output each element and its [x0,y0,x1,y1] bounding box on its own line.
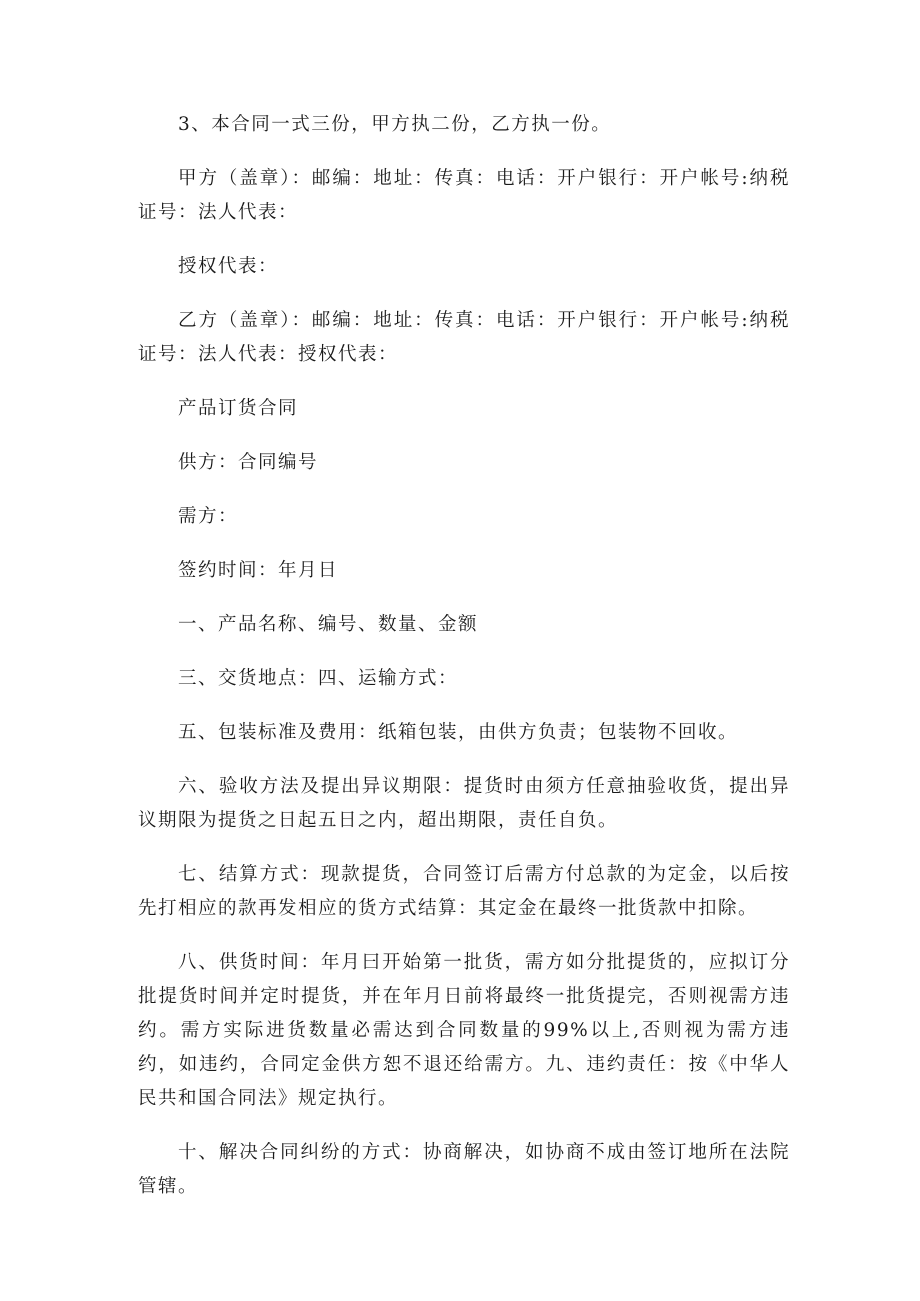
clause-10-disputes: 十、解决合同纠纷的方式：协商解决，如协商不成由签订地所在法院管辖。 [138,1142,790,1197]
party-a-authorized-rep: 授权代表： [178,256,279,277]
clause-7-settlement: 七、结算方式：现款提货，合同签订后需方付总款的为定金，以后按先打相应的款再发相应的货方式结算：其定金在最终一批货款中扣除。 [138,864,790,919]
supplier-line: 供方：合同编号 [178,452,319,473]
clause-5-packaging: 五、包装标准及费用：纸箱包装，由供方负责；包装物不回收。 [178,722,739,743]
clause-6-inspection: 六、验收方法及提出异议期限：提货时由须方任意抽验收货，提出异议期限为提货之日起五日之内，超出期限，责任自负。 [138,776,790,831]
document-body [138,108,790,1224]
party-b-info: 乙方（盖章）：邮编：地址：传真：电话：开户银行：开户帐号:纳税证号：法人代表：授权代表： [138,310,790,365]
party-a-info: 甲方（盖章）：邮编：地址：传真：电话：开户银行：开户帐号:纳税证号：法人代表： [138,168,790,223]
clause-1-product: 一、产品名称、编号、数量、金额 [178,614,479,635]
buyer-line: 需方： [178,506,239,527]
contract-title: 产品订货合同 [178,398,299,419]
clause-8-9-supply-breach: 八、供货时间：年月曰开始第一批货，需方如分批提货的，应拟订分批提货时间并定时提货，并在年月日前将最终一批货提完，否则视需方违约。需方实际进货数量必需达到合同数量的99%以上,否则视为需方违约，如违约，合同定金供方恕不退还给需方。九、违约责任：按《中华人民共和国合同法》规定执行。 [138,952,790,1109]
clause-3-4-delivery: 三、交货地点：四、运输方式： [178,668,459,689]
signing-date: 签约时间：年月日 [178,560,339,581]
clause-copies: 3、本合同一式三份，甲方执二份，乙方执一份。 [178,114,612,135]
